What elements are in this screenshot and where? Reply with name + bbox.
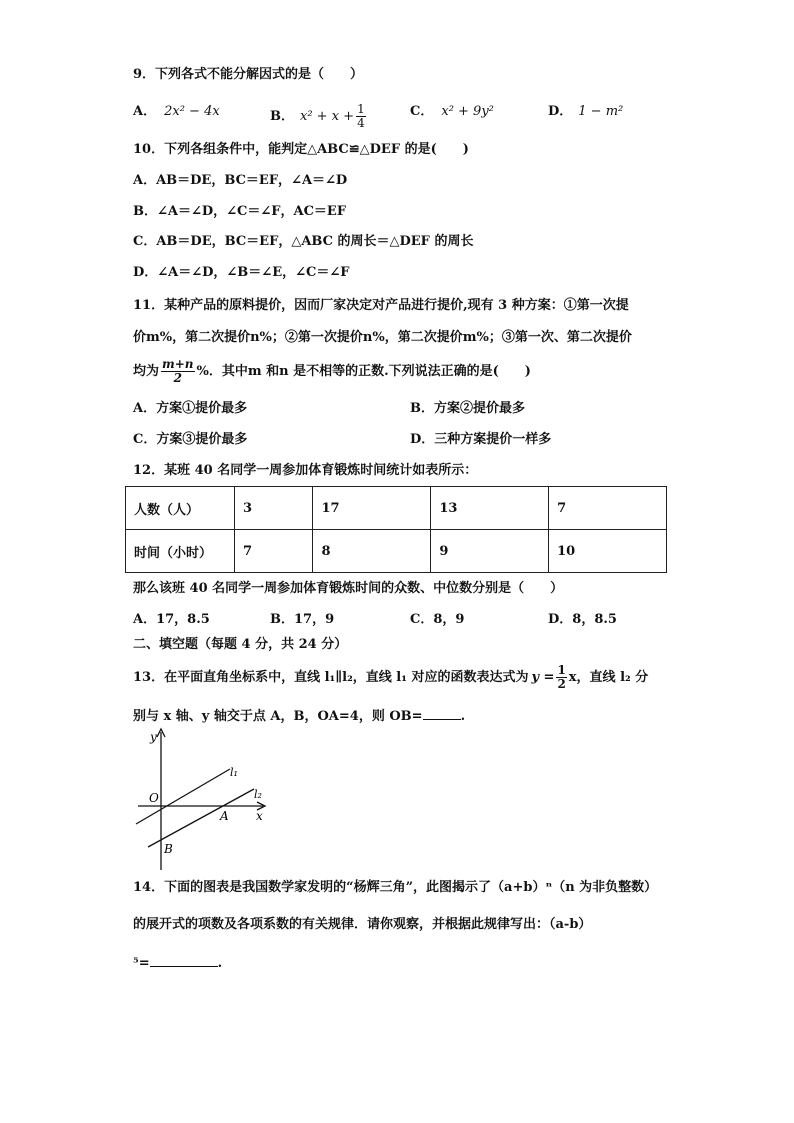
y-axis-label: y (150, 730, 157, 744)
q10-option-c: C．AB＝DE，BC＝EF，△ABC 的周长＝△DEF 的周长 (133, 234, 474, 249)
point-b-label: B (164, 842, 173, 856)
q11-line2: 价m%，第二次提价n%；②第一次提价n%，第二次提价m%；③第一次、第二次提价 (133, 330, 632, 345)
q11-option-c: C．方案③提价最多 (133, 432, 248, 447)
table-cell: 时间（小时） (126, 530, 235, 573)
q9-option-c: C． x² + 9y² (410, 104, 494, 119)
q10-option-b: B．∠A＝∠D，∠C＝∠F，AC＝EF (133, 204, 347, 219)
section-heading: 二、填空题（每题 4 分，共 24 分） (133, 637, 348, 652)
q14-line1: 14．下面的图表是我国数学家发明的“杨辉三角”，此图揭示了（a+b）ⁿ（n 为非负整数） (133, 880, 658, 895)
q10-option-d: D．∠A＝∠D，∠B＝∠E，∠C＝∠F (133, 265, 350, 280)
q11-option-a: A．方案①提价最多 (133, 401, 248, 416)
q12-question: 那么该班 40 名同学一周参加体育锻炼时间的众数、中位数分别是（ ） (133, 581, 564, 596)
l2-label: l₂ (254, 788, 262, 801)
q12-option-a: A．17，8.5 (133, 612, 210, 627)
line-l2 (148, 789, 254, 847)
table-cell: 8 (313, 530, 431, 573)
q13-line1: 13．在平面直角坐标系中，直线 l₁∥l₂，直线 l₁ 对应的函数表达式为 y = $\frac{1}{2}$ x，直线 l₂ 分 (133, 663, 649, 691)
q12-option-c: C．8，9 (410, 612, 465, 627)
x-axis-label: x (256, 809, 263, 823)
q14-line3: ⁵= . (133, 952, 222, 973)
q11-line1: 11．某种产品的原料提价，因而厂家决定对产品进行提价,现有 3 种方案：①第一次提 (133, 298, 629, 313)
table-row (126, 487, 667, 530)
table-cell: 3 (235, 487, 313, 530)
q9-stem: 9．下列各式不能分解因式的是（ ） (133, 67, 364, 82)
point-a-label: A (220, 809, 229, 823)
q11-option-d: D．三种方案提价一样多 (410, 432, 552, 447)
q9-option-b: B． x² + x + $\frac{1}{4}$ (270, 102, 365, 130)
q11-option-b: B．方案②提价最多 (410, 401, 525, 416)
table-cell: 7 (235, 530, 313, 573)
q12-stem: 12．某班 40 名同学一周参加体育锻炼时间统计如表所示： (133, 463, 478, 478)
table-cell: 17 (313, 487, 431, 530)
table-cell: 10 (549, 530, 667, 573)
origin-label: O (149, 791, 159, 805)
table-cell: 7 (549, 487, 667, 530)
q9-option-a: A． 2x² − 4x (133, 104, 220, 119)
table-cell: 9 (431, 530, 549, 573)
answer-blank[interactable] (150, 952, 218, 967)
q14-line2: 的展开式的项数及各项系数的有关规律．请你观察，并根据此规律写出：（a-b） (133, 917, 592, 932)
q11-line3: 均为 $\frac{m+n}{2}$ %．其中m 和n 是不相等的正数.下列说法正确的是( ) (133, 357, 531, 385)
q12-option-d: D．8，8.5 (548, 612, 617, 627)
table-row (126, 530, 667, 573)
q12-option-b: B．17，9 (270, 612, 335, 627)
q10-stem: 10．下列各组条件中，能判定△ABC≌△DEF 的是( ) (133, 142, 469, 157)
table-cell: 人数（人） (126, 487, 235, 530)
coordinate-figure (130, 724, 280, 874)
answer-blank[interactable] (423, 705, 461, 720)
l1-label: l₁ (230, 766, 238, 779)
table-cell: 13 (431, 487, 549, 530)
q13-line2: 别与 x 轴、y 轴交于点 A，B，OA=4，则 OB= . (133, 705, 465, 726)
q9-option-d: D． 1 − m² (548, 104, 624, 119)
q10-option-a: A．AB＝DE，BC＝EF，∠A＝∠D (133, 173, 348, 188)
exercise-time-table (125, 486, 667, 573)
